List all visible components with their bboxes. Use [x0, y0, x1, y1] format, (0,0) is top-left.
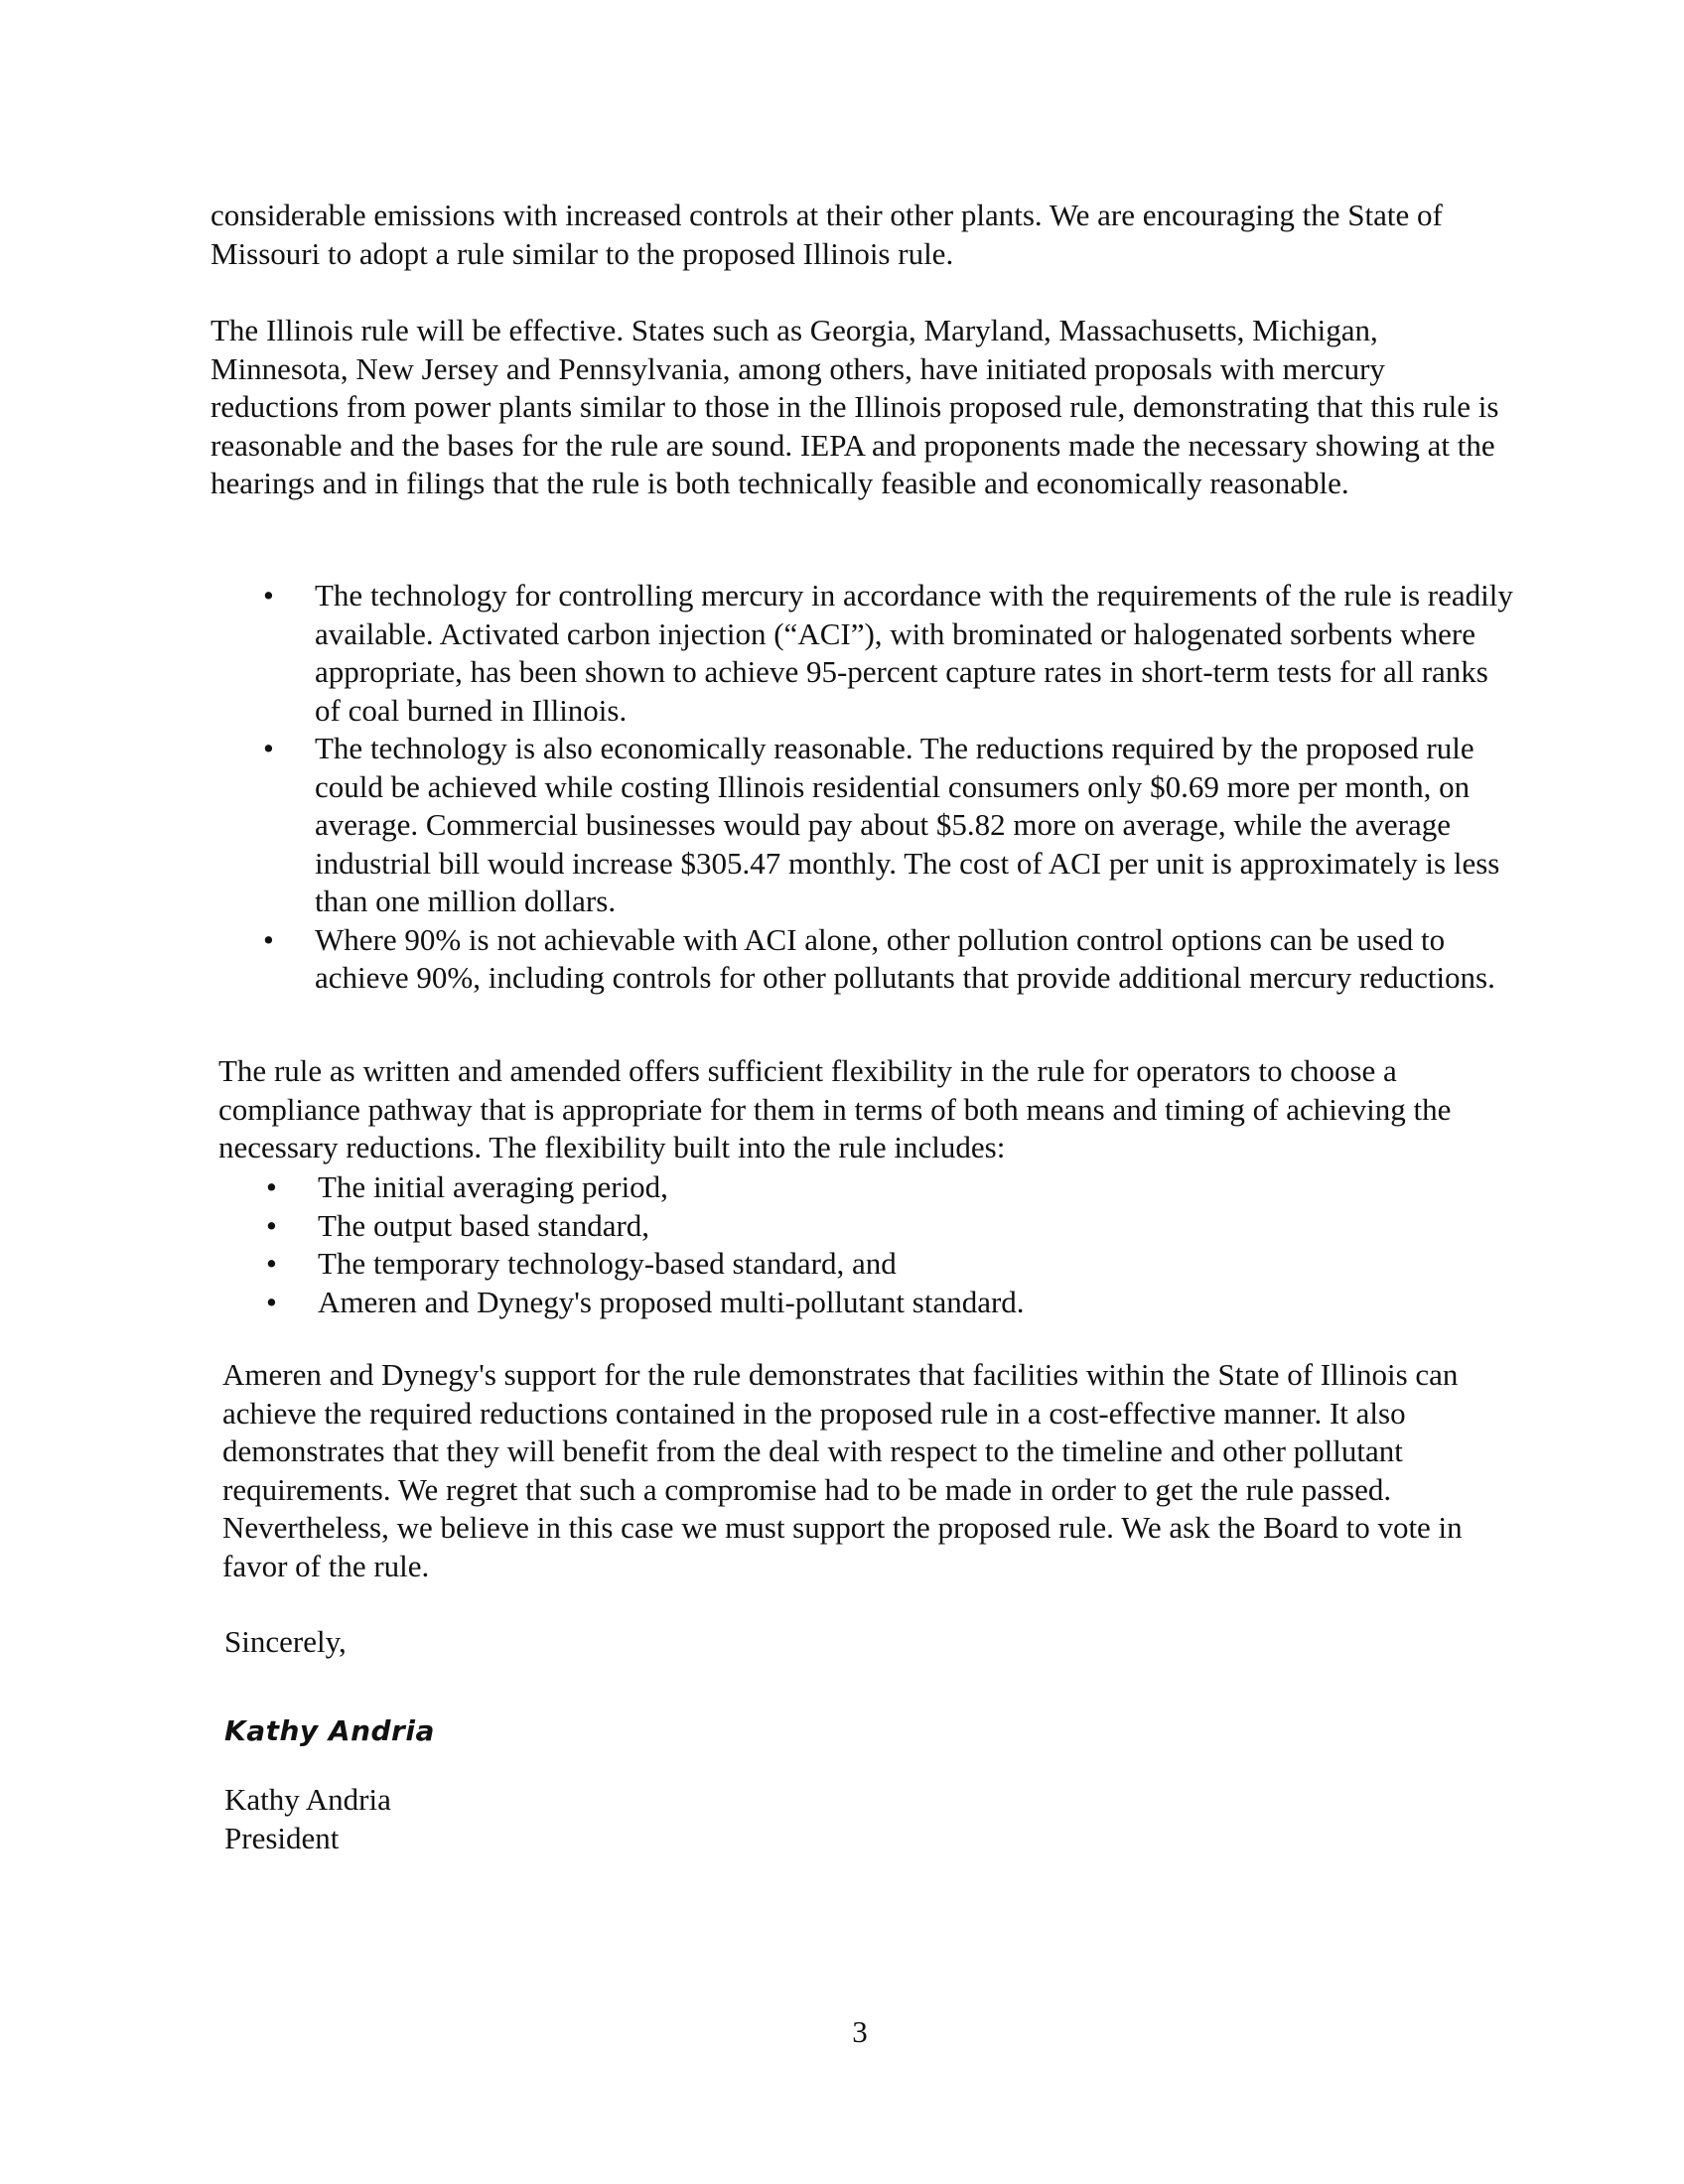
signer-name: Kathy Andria [224, 1782, 391, 1817]
bullet-text: The technology for controlling mercury in accordance with the requirements of the rule is readily available. Activated carbon injection (“ACI”), with brominated or halogenated sorbents where appropriate, has been shown to achieve 95-percent capture rates in short-term tests for all ranks of coal burned in Illinois. [315, 578, 1513, 728]
bullet-icon: • [266, 1246, 277, 1281]
page-number: 3 [852, 2014, 868, 2049]
intro-paragraph: considerable emissions with increased controls at their other plants. We are encouraging the State of Missouri to adopt a rule similar to the proposed Illinois rule. [210, 198, 1443, 271]
flexibility-paragraph: The rule as written and amended offers sufficient flexibility in the rule for operators to choose a compliance pathway that is appropriate for them in terms of both means and timing of achieving the necessary reductions. The flexibility built into the rule includes: [218, 1053, 1452, 1164]
bullet-text: Ameren and Dynegy's proposed multi-pollutant standard. [318, 1284, 1025, 1319]
bullet-icon: • [266, 1284, 277, 1319]
bullet-text: The technology is also economically reasonable. The reductions required by the proposed rule could be achieved while costing Illinois residential consumers only $0.69 more per month, on average. Commercial businesses would pay about $5.82 more on average, while the average industrial bill would increase $305.47 monthly. The cost of ACI per unit is approximately is less than one million dollars. [315, 731, 1500, 918]
list-item [266, 1245, 1497, 1284]
effective-paragraph: The Illinois rule will be effective. States such as Georgia, Maryland, Massachusetts, Michigan, Minnesota, New Jersey and Pennsylvania, among others, have initiated proposals with mercury reductions from power plants similar to those in the Illinois proposed rule, demonstrating that this rule is reasonable and the bases for the rule are sound. IEPA and proponents made the necessary showing at the hearings and in filings that the rule is both technically feasible and economically reasonable. [210, 313, 1499, 500]
bullet-icon: • [266, 1169, 277, 1204]
bullet-text: The temporary technology-based standard, and [318, 1246, 897, 1281]
signer-title: President [224, 1821, 340, 1855]
flexibility-bullet-list [266, 1168, 1497, 1321]
bullet-text: Where 90% is not achievable with ACI alone, other pollution control options can be used to achieve 90%, including controls for other pollutants that provide additional mercury reductions. [315, 921, 1495, 995]
bullet-icon: • [263, 578, 274, 613]
effective-bullet-list [263, 577, 1514, 998]
bullet-icon: • [266, 1207, 277, 1243]
list-item [263, 577, 1514, 730]
support-paragraph: Ameren and Dynegy's support for the rule demonstrates that facilities within the State of Illinois can achieve the required reductions contained in the proposed rule in a cost-effective manner. It also demonstrates that they will benefit from the deal with respect to the timeline and other pollutant requirements. We regret that such a compromise had to be made in order to get the rule passed. Nevertheless, we believe in this case we must support the proposed rule. We ask the Board to vote in favor of the rule. [222, 1357, 1463, 1583]
signature: Kathy Andria [224, 1714, 435, 1747]
bullet-icon: • [263, 921, 274, 957]
list-item [266, 1284, 1497, 1322]
bullet-text: The output based standard, [318, 1207, 650, 1243]
salutation: Sincerely, [224, 1624, 347, 1659]
bullet-text: The initial averaging period, [318, 1169, 668, 1204]
list-item [266, 1207, 1497, 1246]
list-item [266, 1168, 1497, 1207]
list-item [263, 730, 1514, 921]
bullet-icon: • [263, 731, 274, 765]
list-item [263, 921, 1514, 998]
